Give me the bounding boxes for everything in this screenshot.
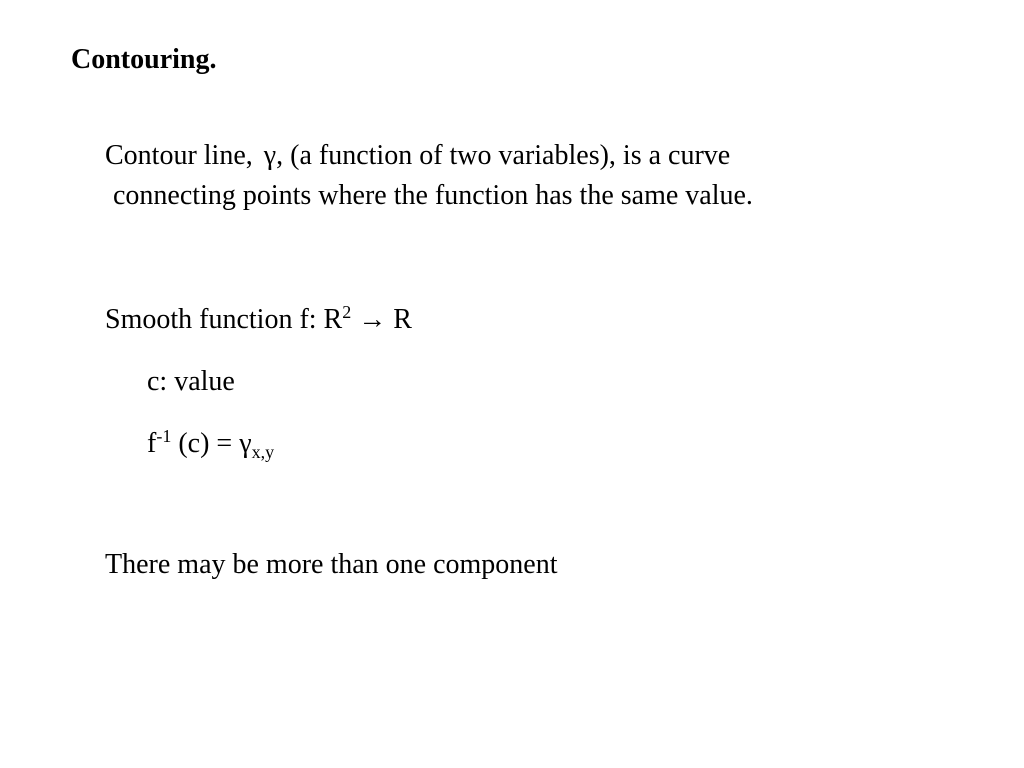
gamma-subscript: x,y (251, 442, 275, 462)
inverse-function-line (147, 424, 274, 464)
domain-exponent: 2 (342, 302, 352, 322)
contour-definition (105, 136, 753, 216)
slide-title: Contouring. (71, 44, 217, 75)
definition-text-start: Contour line, (105, 140, 260, 171)
smooth-function-prefix: Smooth function f: R (105, 304, 343, 335)
definition-text-end: , (a function of two variables), is a curve (276, 140, 731, 171)
gamma-symbol: γ (263, 140, 277, 171)
smooth-function-line (105, 300, 412, 340)
definition-line-1 (105, 140, 730, 171)
gamma-symbol-2: γ (239, 428, 252, 459)
inverse-base: f (147, 428, 157, 459)
inverse-exponent: -1 (156, 426, 172, 446)
components-note: There may be more than one component (105, 549, 558, 580)
c-value-line: c: value (147, 366, 235, 397)
maps-to-arrow: → (358, 304, 387, 335)
inverse-argument: (c) = (171, 428, 240, 459)
definition-line-2: connecting points where the function has the same value. (113, 180, 753, 211)
codomain: R (393, 304, 412, 335)
